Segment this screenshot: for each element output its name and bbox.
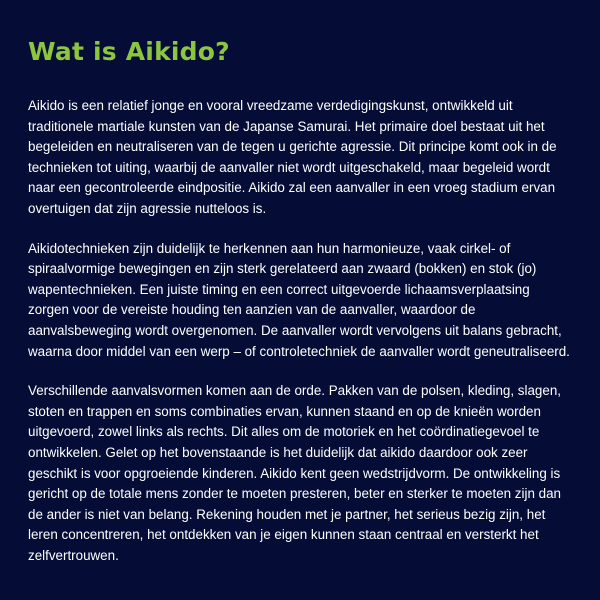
paragraph-intro: Aikido is een relatief jonge en vooral vreedzame verdedigingskunst, ontwikkeld uit traditionele martiale kunsten van de Japanse Samurai. Het primaire doel bestaat uit het begeleiden en neutraliseren van de tegen u gerichte agressie. Dit principe komt ook in de technieken tot uiting, waarbij de aanvaller niet wordt uitgeschakeld, maar begeleid wordt naar een gecontroleerde eindpositie. Aikido zal een aanvaller in een vroeg stadium ervan overtuigen dat zijn agressie nutteloos is. xyxy=(28,98,557,216)
page-title: Wat is Aikido? xyxy=(28,37,230,66)
paragraph-attack-forms: Verschillende aanvalsvormen komen aan de orde. Pakken van de polsen, kleding, slagen, stoten en trappen en soms combinaties ervan, kunnen staand en op de knieën worden uitgevoerd, zowel links als rechts. Dit alles om de motoriek en het coördinatiegevoel te ontwikkelen. Gelet op het bovenstaande is het duidelijk dat aikido daardoor ook zeer geschikt is voor opgroeiende kinderen. Aikido kent geen wedstrijdvorm. De ontwikkeling is gericht op de totale mens zonder te moeten presteren, beter en sterker te moeten zijn dan de ander is niet van belang. Rekening houden met je partner, het serieus bezig zijn, het leren concentreren, het ontdekken van je eigen kunnen staan centraal en versterkt het zelfvertrouwen. xyxy=(28,383,561,563)
paragraph-techniques: Aikidotechnieken zijn duidelijk te herkennen aan hun harmonieuze, vaak cirkel- of spiraalvormige bewegingen en zijn sterk gerelateerd aan zwaard (bokken) en stok (jo) wapentechnieken. Een juiste timing en een correct uitgevoerde lichaamsverplaatsing zorgen voor de vereiste houding ten aanzien van de aanvaller, waardoor de aanvalsbeweging wordt overgenomen. De aanvaller wordt vervolgens uit balans gebracht, waarna door middel van een werp – of controletechniek de aanvaller wordt geneutraliseerd. xyxy=(28,240,570,359)
